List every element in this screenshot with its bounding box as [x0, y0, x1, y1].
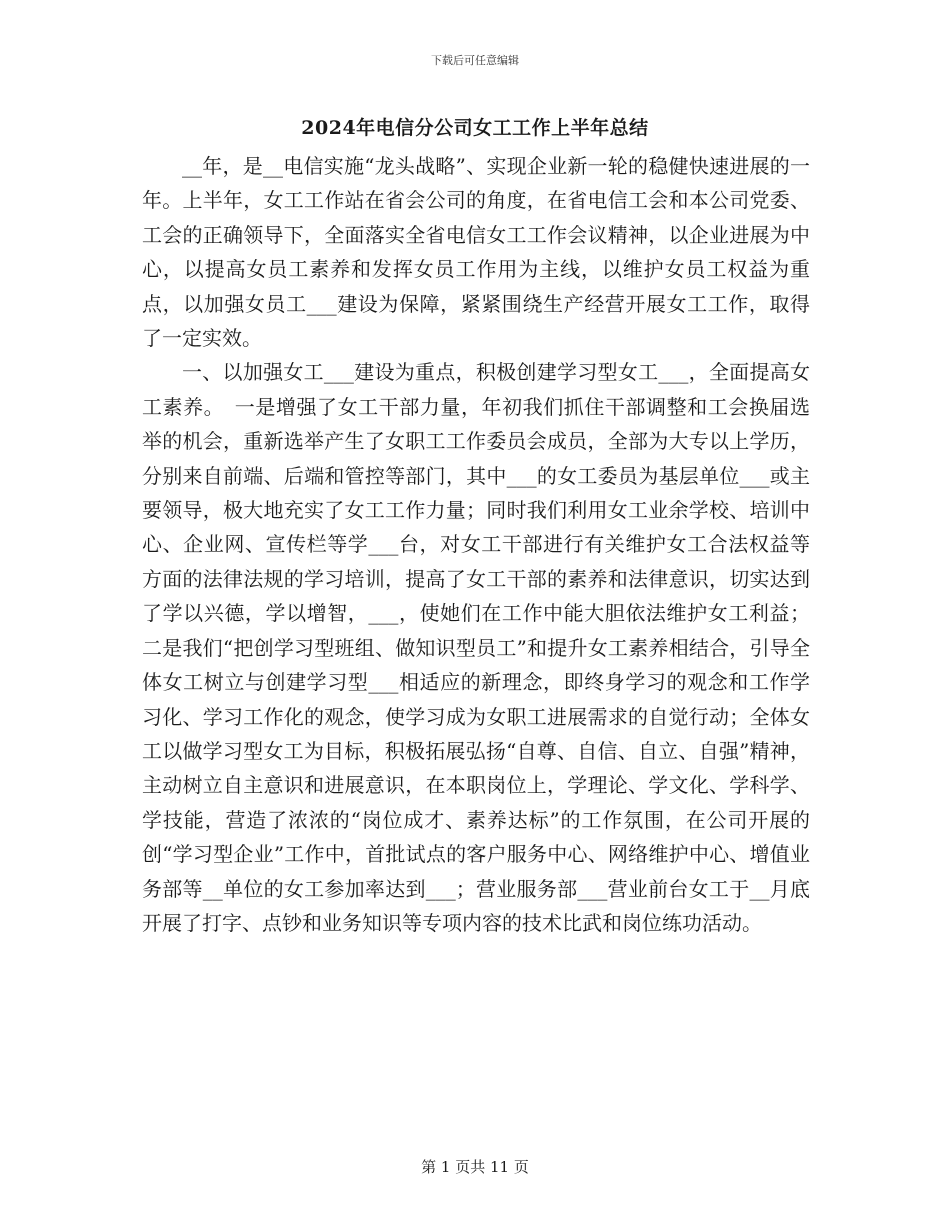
page-number: 第 1 页共 11 页: [421, 1158, 529, 1176]
paragraph-intro: __年，是__电信实施“龙头战略”、实现企业新一轮的稳健快速进展的一年。上半年，女工工作站在省会公司的角度，在省电信工会和本公司党委、工会的正确领导下，全面落实全省电信女工工作会议精神，以企业进展为中心，以提高女员工素养和发挥女员工作用为主线，以维护女员工权益为重点，以加强女员工___建设为保障，紧紧围绕生产经营开展女工工作，取得了一定实效。: [142, 154, 810, 351]
document-body: [142, 149, 810, 940]
download-note: 下载后可任意编辑: [431, 54, 519, 67]
document-title: 2024年电信分公司女工工作上半年总结: [301, 117, 649, 139]
paragraph-section-one: 一、以加强女工___建设为重点，积极创建学习型女工___，全面提高女工素养。 一是增强了女工干部力量，年初我们抓住干部调整和工会换届选举的机会，重新选举产生了女职工工作委员会成员，全部为大专以上学历，分别来自前端、后端和管控等部门，其中___的女工委员为基层单位___或主要领导，极大地充实了女工工作力量；同时我们利用女工业余学校、培训中心、企业网、宣传栏等学___台，对女工干部进行有关维护女工合法权益等方面的法律法规的学习培训，提高了女工干部的素养和法律意识，切实达到了学以兴德，学以增智，___，使她们在工作中能大胆依法维护女工利益；二是我们“把创学习型班组、做知识型员工”和提升女工素养相结合，引导全体女工树立与创建学习型___相适应的新理念，即终身学习的观念和工作学习化、学习工作化的观念，使学习成为女职工进展需求的自觉行动；全体女工以做学习型女工为目标，积极拓展弘扬“自尊、自信、自立、自强”精神，主动树立自主意识和进展意识，在本职岗位上，学理论、学文化、学科学、学技能，营造了浓浓的“岗位成才、素养达标”的工作氛围，在公司开展的创“学习型企业”工作中，首批试点的客户服务中心、网络维护中心、增值业务部等__单位的女工参加率达到___；营业服务部___营业前台女工于__月底开展了打字、点钞和业务知识等专项内容的技术比武和岗位练功活动。: [142, 360, 810, 935]
